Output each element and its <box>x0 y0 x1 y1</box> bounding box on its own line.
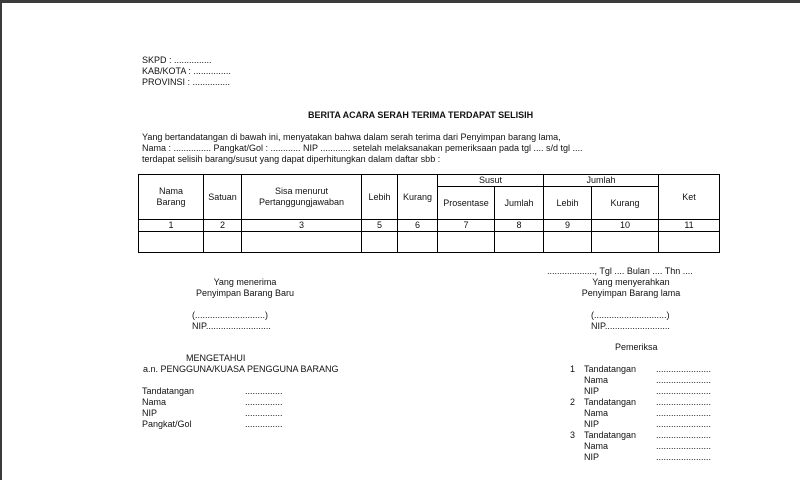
examiner-2-label-nama: Nama <box>584 408 609 418</box>
table-cell <box>438 232 495 253</box>
column-number: 1 <box>139 220 204 232</box>
examiner-1-value-nip: ...................... <box>656 386 712 396</box>
header-sisa: Sisa menurut Pertanggungjawaban <box>242 175 362 220</box>
examiner-2-value-nip: ...................... <box>656 419 712 429</box>
examiner-1-value-nama: ...................... <box>656 375 712 385</box>
header-nama-barang: Nama Barang <box>139 175 204 220</box>
giver-nip: NIP.......................... <box>591 321 670 331</box>
examiner-3-label-nip: NIP <box>584 452 600 462</box>
receiver-signature: (............................) <box>192 310 269 320</box>
header-prosentase: Prosentase <box>438 187 495 220</box>
examiner-3-value-nip: ...................... <box>656 452 712 462</box>
examiner-number-2: 2 <box>570 397 576 407</box>
column-number: 2 <box>204 220 242 232</box>
acknowledge-label-nip: NIP <box>142 408 158 418</box>
examiner-1-label-nip: NIP <box>584 386 600 396</box>
header-ket: Ket <box>659 175 720 220</box>
table-cell <box>398 232 438 253</box>
column-number: 11 <box>659 220 720 232</box>
window-top-border <box>0 0 800 3</box>
table-cell <box>659 232 720 253</box>
header-susut-jumlah: Jumlah <box>495 187 544 220</box>
header-susut: Susut <box>438 175 544 187</box>
giver-label-1: Yang menyerahkan <box>592 277 670 287</box>
table-row <box>139 232 720 253</box>
examiner-1-value-tandatangan: ...................... <box>656 364 712 374</box>
examiner-3-value-tandatangan: ...................... <box>656 430 712 440</box>
examiner-3-value-nama: ...................... <box>656 441 712 451</box>
examiner-2-value-nama: ...................... <box>656 408 712 418</box>
intro-line-3: terdapat selisih barang/susut yang dapat diperhitungkan dalam daftar sbb : <box>142 154 441 164</box>
receiver-label-2: Penyimpan Barang Baru <box>195 288 295 298</box>
column-number: 6 <box>398 220 438 232</box>
acknowledge-label-pangkat: Pangkat/Gol <box>142 419 192 429</box>
acknowledge-subtitle: a.n. PENGGUNA/KUASA PENGGUNA BARANG <box>143 364 339 374</box>
examiner-number-1: 1 <box>570 364 576 374</box>
intro-line-1: Yang bertandatangan di bawah ini, menyatakan bahwa dalam serah terima dari Penyimpan barang lama, <box>142 132 561 142</box>
column-number: 3 <box>242 220 362 232</box>
table-cell <box>495 232 544 253</box>
examiner-3-label-nama: Nama <box>584 441 609 451</box>
examiner-2-label-nip: NIP <box>584 419 600 429</box>
examiner-2-label-tandatangan: Tandatangan <box>584 397 637 407</box>
examiner-1-label-nama: Nama <box>584 375 609 385</box>
acknowledge-value-tandatangan: ............... <box>245 386 283 396</box>
examiner-title: Pemeriksa <box>615 342 658 352</box>
column-number: 8 <box>495 220 544 232</box>
header-lebih: Lebih <box>362 175 398 220</box>
intro-line-2: Nama : ............... Pangkat/Gol : ............ NIP ............ setelah melaksanakan pemeriksaan pada tgl .... s/d tgl .... <box>142 143 583 153</box>
header-jumlah: Jumlah <box>544 175 659 187</box>
table-cell <box>139 232 204 253</box>
column-number: 10 <box>592 220 659 232</box>
column-number: 7 <box>438 220 495 232</box>
column-number: 9 <box>544 220 592 232</box>
acknowledge-value-pangkat: ............... <box>245 419 283 429</box>
kabkota-line: KAB/KOTA : ............... <box>142 66 231 76</box>
skpd-line: SKPD : ............... <box>142 55 212 65</box>
examiner-3-label-tandatangan: Tandatangan <box>584 430 637 440</box>
difference-table <box>138 174 720 253</box>
giver-label-2: Penyimpan Barang lama <box>581 288 681 298</box>
header-satuan: Satuan <box>204 175 242 220</box>
table-cell <box>592 232 659 253</box>
document-title: BERITA ACARA SERAH TERIMA TERDAPAT SELISIH <box>308 110 534 120</box>
examiner-2-value-tandatangan: ...................... <box>656 397 712 407</box>
acknowledge-value-nip: ............... <box>245 408 283 418</box>
provinsi-line: PROVINSI : ............... <box>142 77 231 87</box>
giver-signature: (.............................) <box>591 310 670 320</box>
header-kurang: Kurang <box>398 175 438 220</box>
receiver-nip: NIP.......................... <box>192 321 271 331</box>
receiver-label-1: Yang menerima <box>213 277 277 287</box>
table-cell <box>544 232 592 253</box>
examiner-number-3: 3 <box>570 430 576 440</box>
acknowledge-title: MENGETAHUI <box>186 353 246 363</box>
acknowledge-label-tandatangan: Tandatangan <box>142 386 195 396</box>
date-line: ..................., Tgl .... Bulan .... Thn .... <box>547 266 693 276</box>
table-cell <box>362 232 398 253</box>
examiner-1-label-tandatangan: Tandatangan <box>584 364 637 374</box>
window-left-border <box>0 0 2 480</box>
acknowledge-value-nama: ............... <box>245 397 283 407</box>
table-cell <box>204 232 242 253</box>
table-cell <box>242 232 362 253</box>
acknowledge-label-nama: Nama <box>142 397 167 407</box>
header-jumlah-kurang: Kurang <box>592 187 659 220</box>
header-jumlah-lebih: Lebih <box>544 187 592 220</box>
column-number: 5 <box>362 220 398 232</box>
